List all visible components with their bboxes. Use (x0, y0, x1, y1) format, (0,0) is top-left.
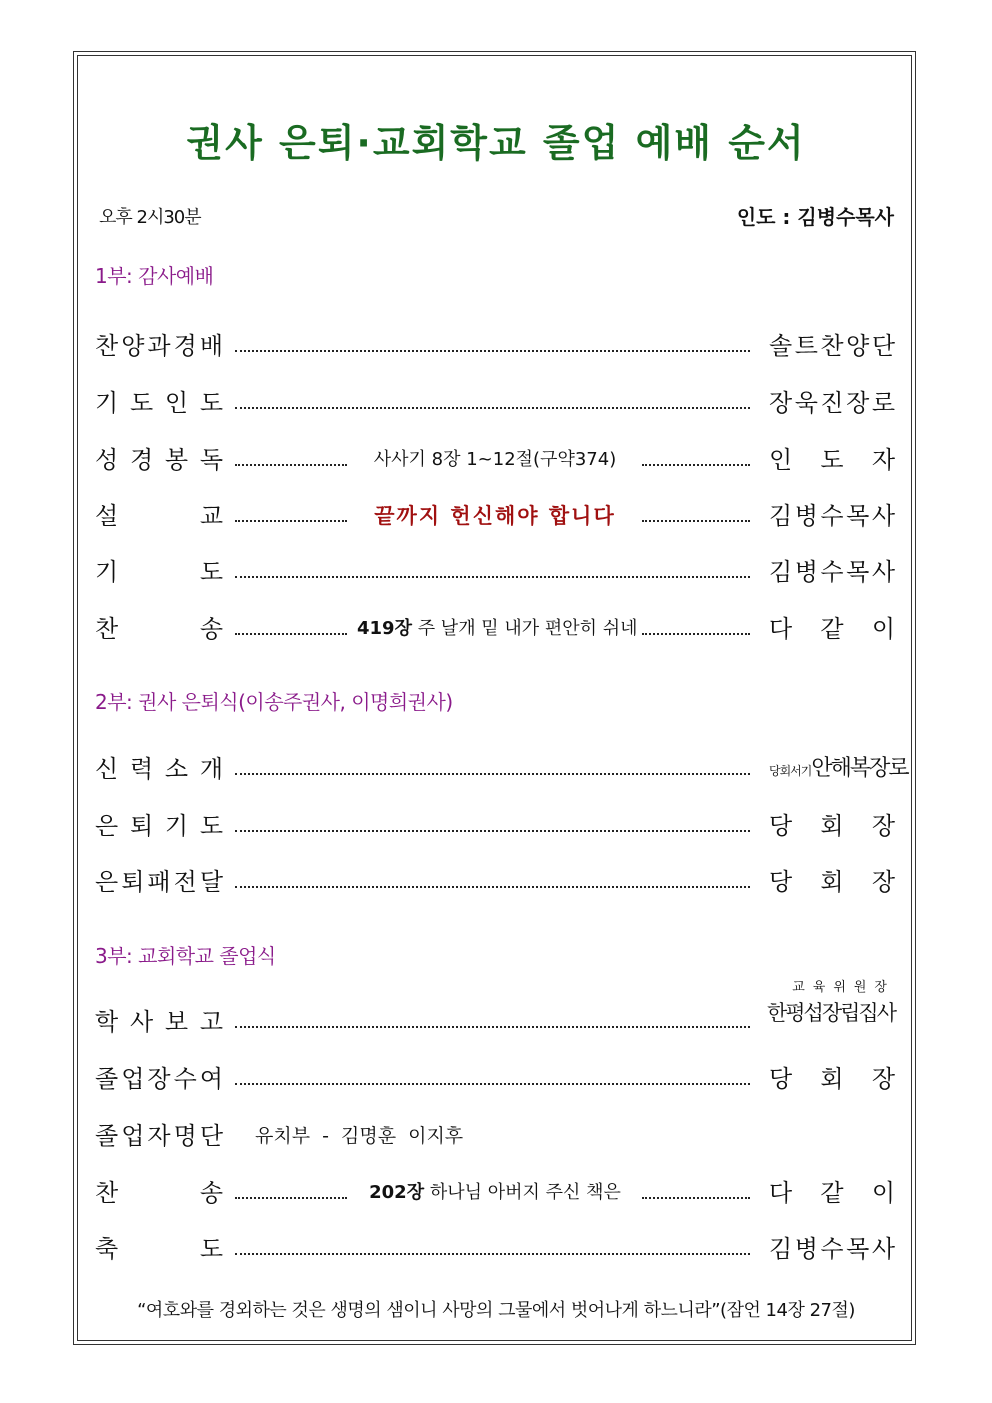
hymn-title: 202장 하나님 아버지 주신 책은 (369, 1182, 621, 1203)
row-label: 졸 업 장 수 여 (95, 1065, 223, 1093)
sermon-title: 끝까지 헌신해야 합니다 (374, 504, 616, 528)
order-row-diploma (95, 1059, 895, 1099)
row-label: 은 퇴 기 도 (95, 812, 223, 840)
order-row-hymn (95, 609, 895, 649)
row-label: 학 사 보 고 (95, 1008, 223, 1036)
order-row-retirement-prayer (95, 806, 895, 846)
row-label: 설 교 (95, 502, 223, 530)
row-performer: 당 회 장 (769, 1065, 895, 1093)
order-row-sermon (95, 496, 895, 536)
row-performer: 당 회 장 (769, 812, 895, 840)
row-label: 기 도 인 도 (95, 389, 223, 417)
row-label: 기 도 (95, 558, 223, 586)
dot-leader (235, 886, 750, 888)
dot-leader (642, 633, 750, 635)
order-row-introduction (95, 749, 908, 789)
dot-leader (235, 830, 750, 832)
row-performer: 인 도 자 (769, 446, 895, 474)
order-row-scripture (95, 440, 895, 480)
row-label: 신 력 소 개 (95, 755, 223, 783)
row-performer: 장 욱 진 장 로 (769, 389, 895, 417)
dot-leader (235, 576, 750, 578)
row-label: 찬 양 과 경 배 (95, 332, 223, 360)
dot-leader (235, 1253, 750, 1255)
order-row-plaque (95, 862, 895, 902)
order-row-benediction (95, 1229, 895, 1269)
order-row-prayer (95, 552, 895, 592)
dot-leader (642, 1197, 750, 1199)
page-title: 권사 은퇴·교회학교 졸업 예배 순서 (186, 121, 806, 165)
row-performer: 솔 트 찬 양 단 (769, 332, 895, 360)
part1-heading: 1부: 감사예배 (95, 264, 214, 288)
dot-leader (235, 464, 347, 466)
row-performer (765, 978, 895, 1028)
row-label: 졸 업 자 명 단 (95, 1122, 223, 1150)
dot-leader (235, 520, 347, 522)
order-row-academic-report (95, 980, 895, 1042)
dot-leader (235, 773, 750, 775)
dot-leader (642, 520, 750, 522)
part3-heading: 3부: 교회학교 졸업식 (95, 944, 276, 968)
dot-leader (235, 1026, 750, 1028)
order-row-praise (95, 326, 895, 366)
dot-leader (235, 1197, 347, 1199)
row-label: 성 경 봉 독 (95, 446, 223, 474)
row-performer: 다 같 이 (769, 1179, 895, 1207)
row-label: 찬 송 (95, 615, 223, 643)
dot-leader (235, 633, 347, 635)
order-row-graduates (95, 1116, 895, 1156)
dot-leader (642, 464, 750, 466)
row-label: 축 도 (95, 1235, 223, 1263)
order-row-hymn-2 (95, 1173, 895, 1213)
closing-verse: “여호와를 경외하는 것은 생명의 샘이니 사망의 그물에서 벗어나게 하느니라”(잠언 14장 27절) (137, 1300, 855, 1321)
row-performer: 김 병 수 목 사 (769, 502, 895, 530)
row-performer: 당 회 장 (769, 868, 895, 896)
service-leader: 인도 : 김병수목사 (736, 205, 894, 229)
dot-leader (235, 1083, 750, 1085)
service-time: 오후 2시30분 (99, 207, 201, 228)
row-label: 은 퇴 패 전 달 (95, 868, 223, 896)
row-performer: 김 병 수 목 사 (769, 1235, 895, 1263)
dot-leader (235, 407, 750, 409)
performer-title: 교육위원장 (792, 980, 895, 995)
graduate-list: 유치부 - 김명훈 이지후 (255, 1125, 464, 1147)
part2-heading: 2부: 권사 은퇴식(이송주권사, 이명희권사) (95, 690, 453, 714)
dot-leader (235, 350, 750, 352)
order-row-prayer-lead (95, 383, 895, 423)
performer-name: 한평섭장립집사 (766, 1001, 895, 1025)
scripture-reference: 사사기 8장 1~12절(구약374) (373, 449, 617, 470)
row-performer: 당회서기안해복장로 (769, 756, 908, 781)
hymn-title: 419장 주 날개 밑 내가 편안히 쉬네 (357, 618, 638, 639)
row-label: 찬 송 (95, 1179, 223, 1207)
row-performer: 김 병 수 목 사 (769, 558, 895, 586)
row-performer: 다 같 이 (769, 615, 895, 643)
